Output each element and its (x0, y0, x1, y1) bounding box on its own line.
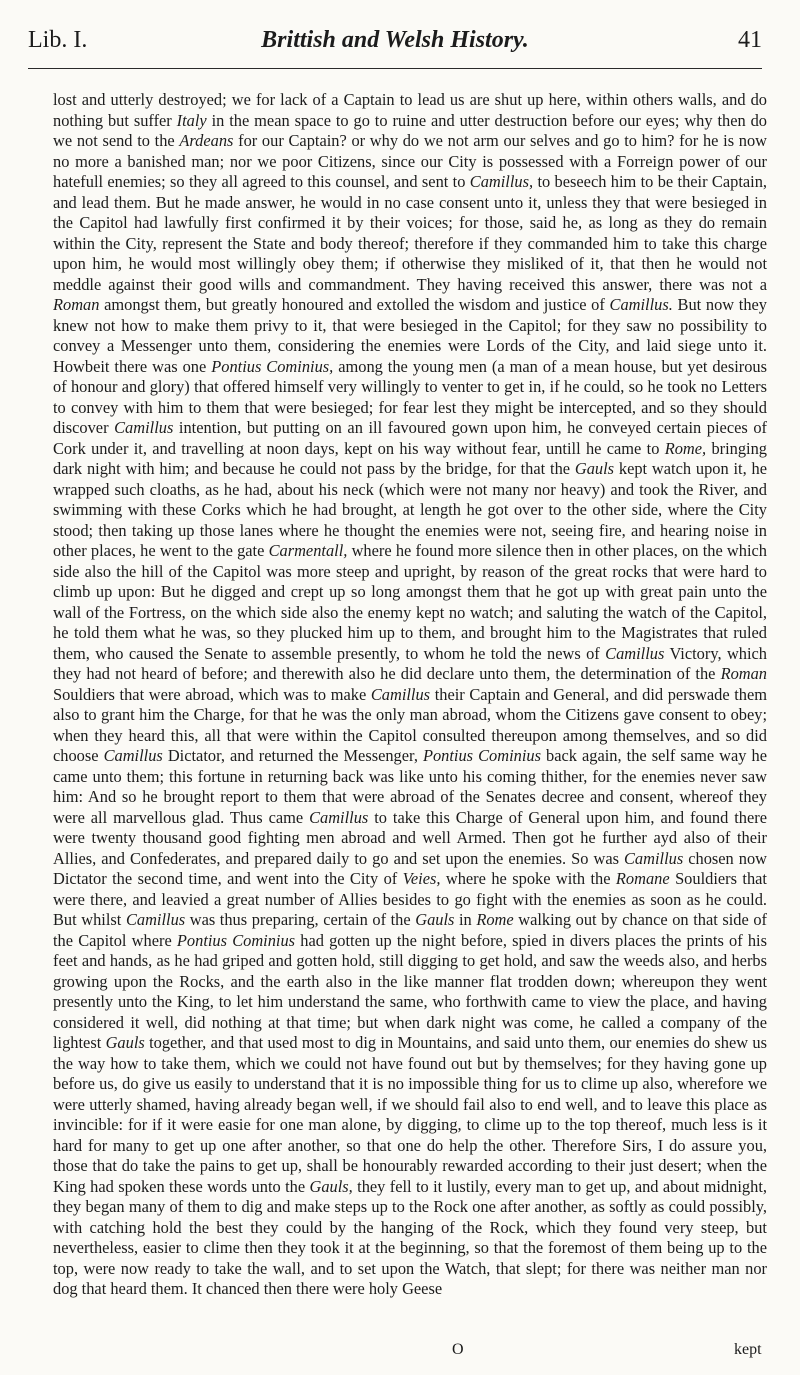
body-text (53, 90, 767, 1352)
italic-name: Camillus (103, 746, 163, 765)
text-run: where he spoke with the (440, 869, 616, 888)
italic-name: Pontius Cominius (176, 930, 296, 950)
text-run: to take this Charge of General upon him, and found there were twenty thousand good fighting men abroad and well Armed. Then got he further ayd also of their Allies, and Confederates, and prepared daily to go and set upon the enemies. So was (53, 807, 767, 868)
text-run: to beseech him to be their Captain, and lead them. But he made answer, he would in no case consent unto it, unless they that were besieged in the Capitol had lawfully first confirmed it by their voices; for those, said he, as long as they do remain within the City, represent the State and body thereof; therefore if they commanded him to take this charge upon him, he would most willingly obey them; if otherwise they misliked of it, that then he would not meddle against their good wills and commandment. They having received this answer, there was not a (53, 172, 767, 294)
italic-name: Gauls (105, 1033, 145, 1052)
text-run: chosen now Dictator the second time, and went into the City of (53, 848, 767, 888)
text-run: their Captain and General, and did perswade them also to grant him the Charge, for that he was the only man abroad, whom the Citizens gave consent to obey; when they heard this, all that were within the Capitol consulted thereupon among themselves, and so did choose (53, 684, 767, 765)
signature-mark: O (452, 1341, 464, 1358)
italic-name: Gauls (574, 459, 615, 478)
italic-name: Romane (615, 869, 670, 888)
italic-name: Camillus (114, 418, 174, 437)
text-run: Souldiers that were there, and leavied a great number of Allies besides to go fight with the enemies as soon as he could. But whilst (53, 869, 767, 929)
text-run: in (454, 910, 477, 929)
italic-name: Camillus (624, 848, 684, 868)
italic-name: Camillus (125, 910, 186, 929)
text-run: in the mean space to go to ruine and utter destruction before our eyes; why then do we not send to the (53, 110, 767, 150)
italic-name: Pontius Cominius, (211, 356, 334, 376)
italic-name: Ardeans (179, 131, 234, 150)
running-header (28, 20, 762, 60)
text-run: But now they knew not how to make them privy to it, that were besieged in the Capitol; for they saw no possibility to convey a Messenger unto them, considering the enemies were Lords of the City, and laid siege unto it. Howbeit there was one (53, 295, 767, 376)
text-run: among the young men (a man of a mean house, but yet desirous of honour and glory) that offered himself very willingly to venter to get in, if he could, so he took no Letters to convey with him to them that were besieged; for fear lest they might be intercepted, and so they should discover (53, 356, 767, 437)
italic-name: Camillus (605, 643, 665, 663)
running-title: Brittish and Welsh History. (261, 27, 529, 53)
italic-name: Rome, (664, 438, 707, 458)
text-run: intention, but putting on an ill favoured gown upon him, he conveyed certain pieces of Cork under it, and travelling at noon days, kept on his way without fear, untill he came to (53, 418, 767, 458)
text-run: amongst them, but greatly honoured and extolled the wisdom and justice of (99, 295, 610, 314)
italic-name: Camillus (370, 684, 431, 704)
text-run: back again, the self same way he came unto them; this fortune in returning back was like unto his coming thither, for the enemies never saw him: And so he brought report to them that were abroad of the Senates decree and consent, whereof they were all marvellous glad. Thus came (53, 746, 767, 827)
text-run: Dictator, and returned the Messenger, (162, 746, 423, 765)
italic-name: Veies, (402, 869, 441, 888)
text-run: together, and that used most to dig in Mountains, and said unto them, our enemies do shew us the way how to take them, which we could not have found out but by themselves; for they having gone up before us, do give us easily to understand that it is no impossible thing for us to clime up also, wherefore we were utterly shamed, having already began well, if we should fail also to end well, and to leave this place as invincible: for if it were easie for one man alone, by digging, to clime up to the top thereof, much less is it hard for many to get up one after another, so that one do help the other. Therefore Sirs, I do assure you, those that do take the pains to get up, shall be honourably rewarded according to their just desert; when the King had spoken these words unto the (53, 1033, 767, 1196)
italic-name: Pontius Cominius (422, 746, 541, 765)
text-run: Souldiers that were abroad, which was to make (53, 684, 371, 704)
text-run: kept watch upon it, he wrapped such cloaths, as he had, about his neck (which were not many nor heavy) and took the River, and swimming with these Corks which he had brought, at length he got over to the other side, where the City stood; then taking up those lanes where he thought the enemies were not, seeing fire, and hearing noise in other places, he went to the gate (53, 459, 767, 560)
text-run: lost and utterly destroyed; we for lack of a Captain to lead us are shut up here, within others walls, and do nothing but suffer (53, 90, 767, 130)
text-run: walking out by chance on that side of the Capitol where (53, 910, 767, 950)
header-rule (28, 68, 762, 69)
italic-name: Roman (53, 295, 100, 314)
italic-name: Gauls, (309, 1176, 353, 1196)
text-run: where he found more silence then in other places, on the which side also the hill of the Capitol was more steep and upright, by reason of the great rocks that were hard to climb up upon: But he digged and crept up so long amongst them that he got up with great pain unto the wall of the Fortress, on the which side also the enemy kept no watch; and saluting the watch of the Capitol, he told them what he was, so they plucked him up to them, and brought him to the Magistrates that ruled them, who caused the Senate to assemble presently, to whom he told the news of (53, 541, 767, 663)
text-run: had gotten up the night before, spied in divers places the prints of his feet and hands, as he had griped and gotten hold, still digging to get hold, and saw the weeds also, and herbs growing upon the Rocks, and the earth also in the like manner flat trodden down; whereupon they went presently unto the King, to let him understand the same, who forthwith came to view the place, and having considered it well, did nothing at that time; but when dark night was come, he called a company of the lightest (53, 930, 767, 1052)
italic-name: Camillus. (609, 295, 673, 314)
text-run: was thus preparing, certain of the (185, 910, 416, 929)
italic-name: Camillus (309, 807, 369, 827)
italic-name: Italy (176, 110, 207, 130)
book-number: Lib. I. (28, 27, 88, 53)
text-run: Victory, which they had not heard of before; and therewith also he did declare unto them, the determination of the (53, 643, 767, 683)
italic-name: Rome (476, 910, 514, 929)
italic-name: Roman (720, 664, 767, 683)
text-run: bringing dark night with him; and because he could not pass by the bridge, for that the (53, 438, 767, 478)
italic-name: Camillus, (469, 172, 534, 191)
page-number: 41 (738, 27, 762, 53)
text-run: they fell to it lustily, every man to get up, and about midnight, they began many of them to dig and make steps up to the Rock one after another, as softly as could possibly, with catching hold the best they could by the hanging of the Rock, which they found very steep, but nevertheless, easier to clime then they took it at the beginning, so that the foremost of them being up to the top, were now ready to take the wall, and to set upon the Watch, that slept; for there was neither man nor dog that heard them. It chanced then there were holy Geese (53, 1176, 767, 1298)
italic-name: Carmentall, (268, 541, 348, 560)
text-run: for our Captain? or why do we not arm our selves and go to him? for he is now no more a banished man; nor we poor Citizens, since our City is possessed with a Forreign power of our hatefull enemies; so they all agreed to this counsel, and sent to (53, 131, 767, 191)
catchword: kept (734, 1341, 762, 1358)
italic-name: Gauls (415, 910, 455, 929)
